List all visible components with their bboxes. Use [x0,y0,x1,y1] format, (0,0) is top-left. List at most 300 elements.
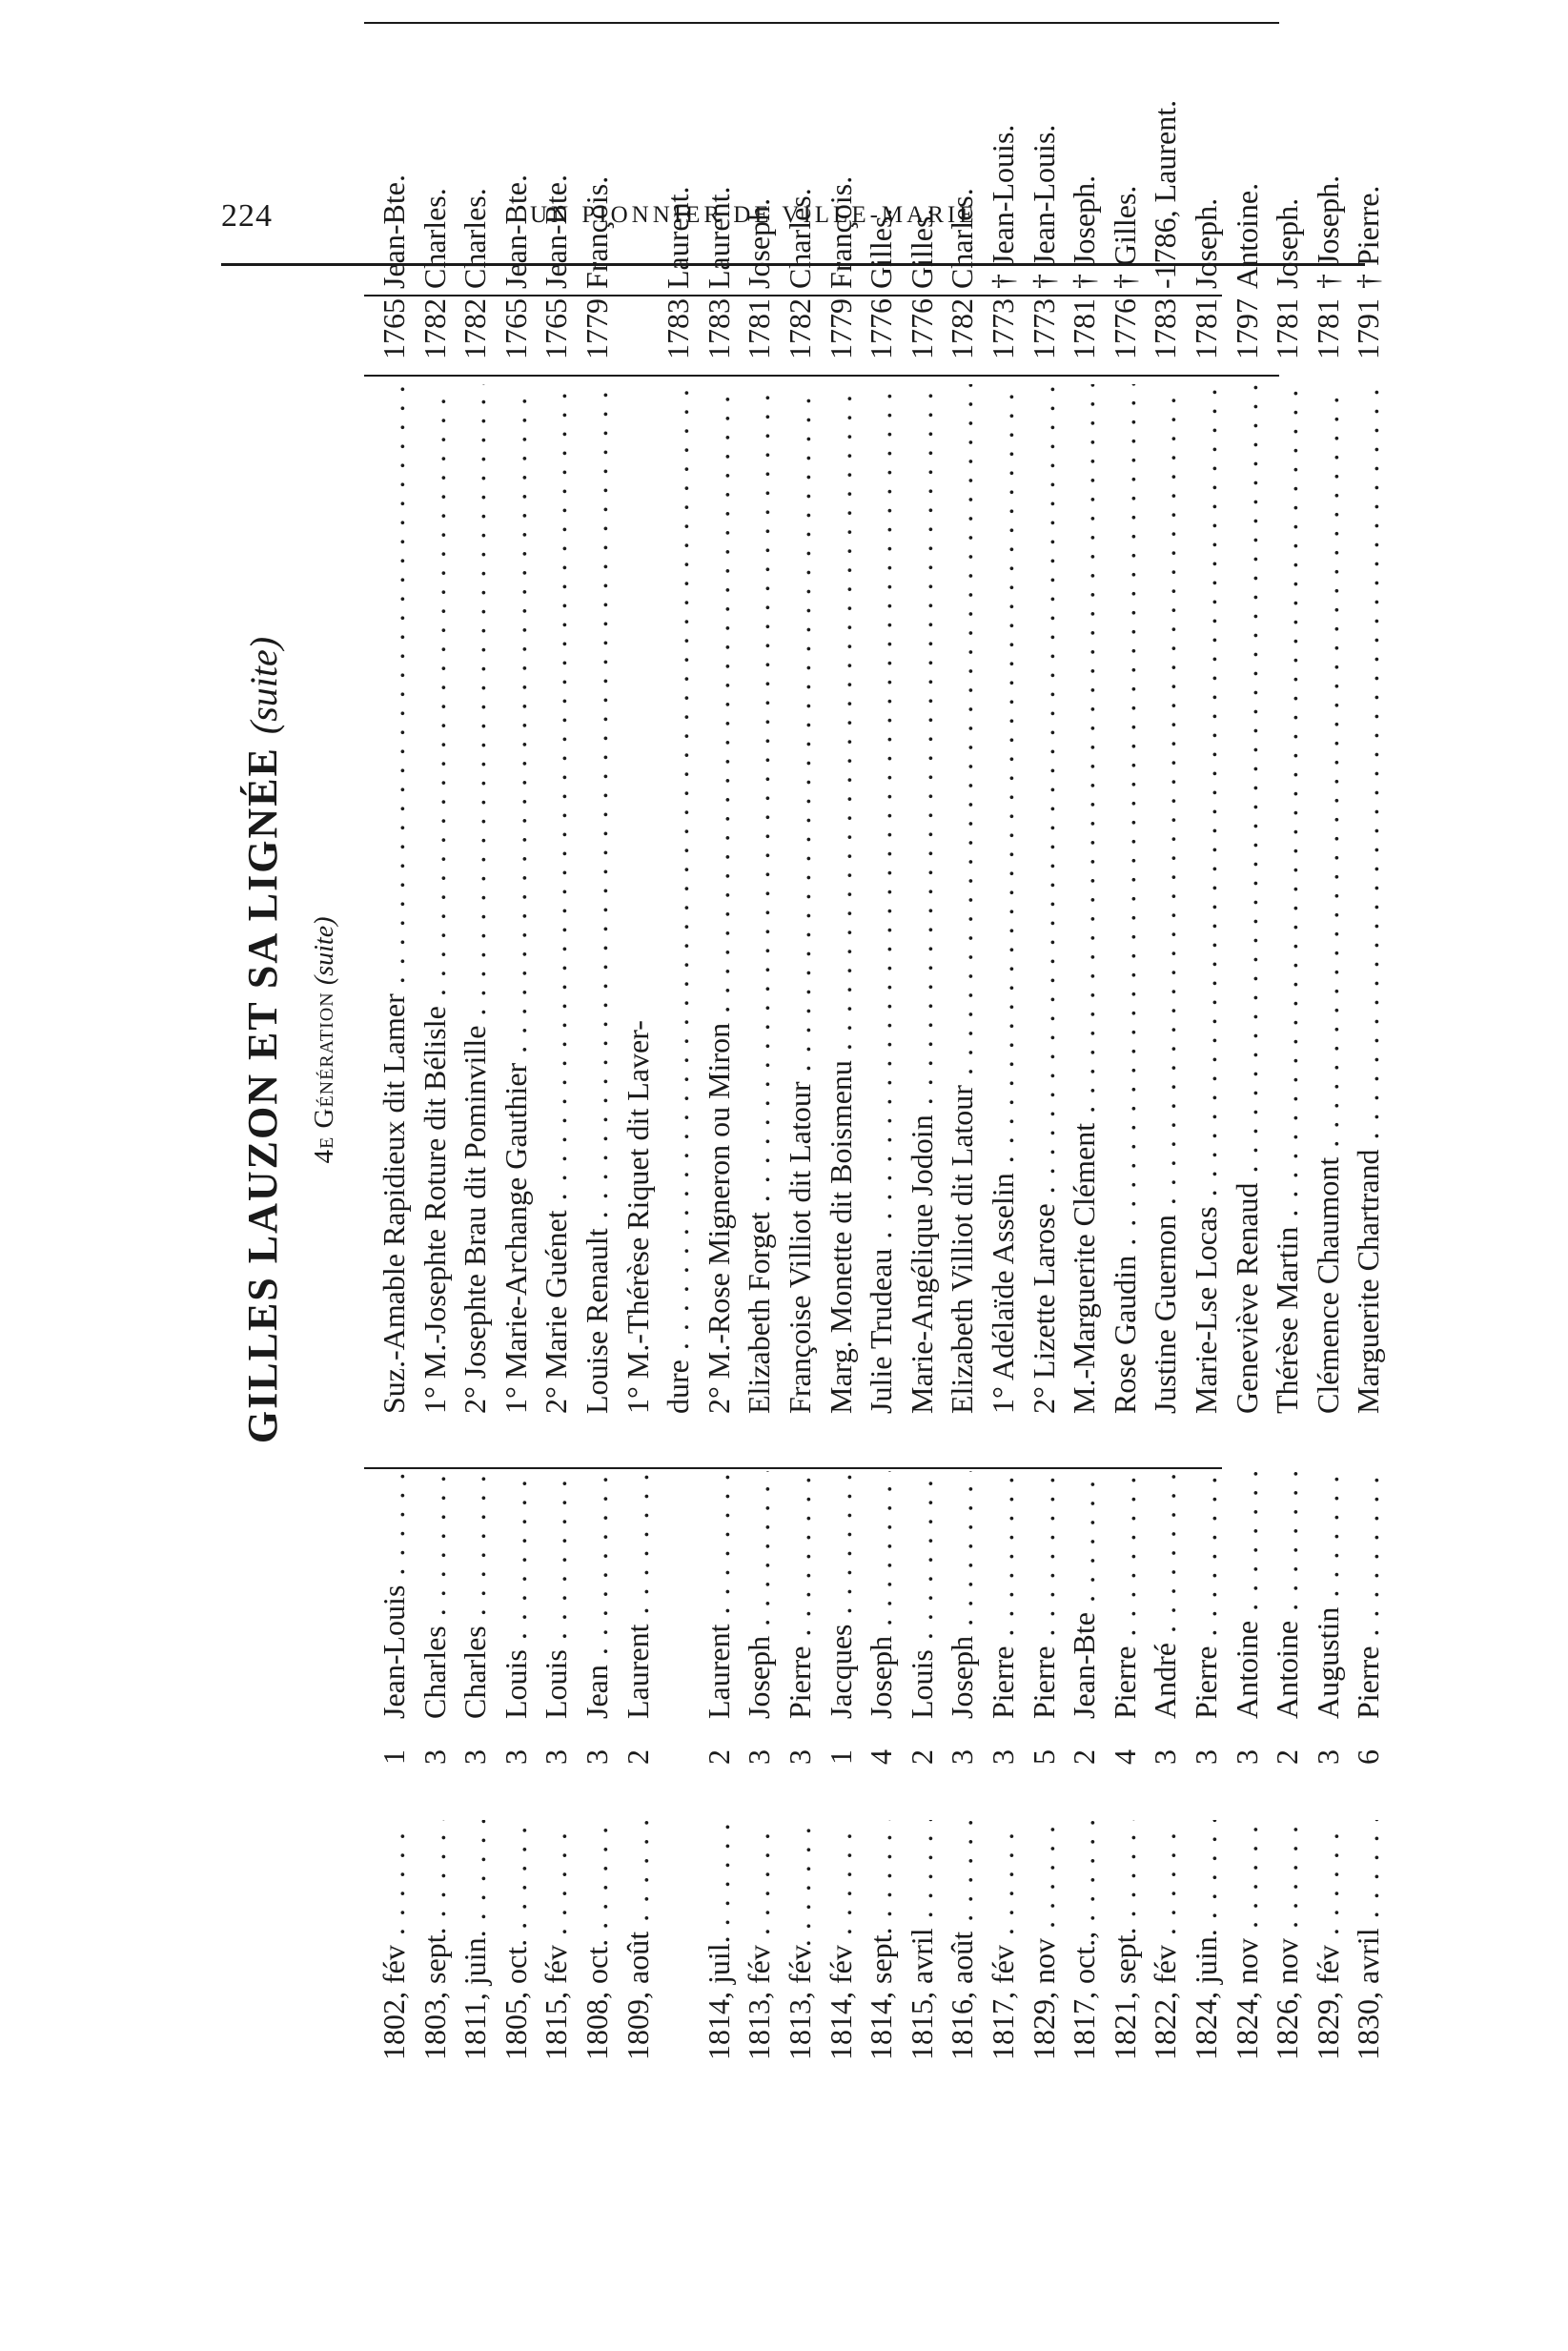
table-row [821,20,861,2060]
year-cell [496,296,536,375]
generation-label: 4e Génération [309,992,339,1164]
year-cell [1227,296,1267,375]
child-name-cell [1227,1471,1267,1719]
spouse-name-cell-text: Justine Guernon [1148,1215,1183,1414]
father-name-cell [618,20,658,289]
child-name-cell-text: Joseph [945,1635,980,1719]
date-cell [861,1820,901,2060]
number-cell [1105,1749,1145,1774]
father-name-cell-text: Jean-Bte. [498,174,533,289]
spouse-name-cell [739,384,779,1414]
table-row [1105,20,1145,2060]
spouse-name-cell-text: Elizabeth Villiot dit Latour [945,1085,980,1414]
year-cell-text: 1781 [742,298,777,359]
number-cell-text: 3 [945,1749,980,1765]
number-cell [455,1749,495,1774]
date-cell-text: 1815, fév [539,1945,574,2060]
year-cell-text: 1783 [1148,298,1183,359]
table-row [1348,20,1388,2060]
father-name-cell-text: Joseph. [742,197,777,289]
child-name-cell [374,1471,414,1719]
number-cell [374,1749,414,1774]
spouse-name-cell [1145,384,1185,1414]
child-name-cell-text: Louis [904,1649,939,1719]
child-name-cell-text: Jacques [823,1624,858,1719]
table-row [1227,20,1267,2060]
number-cell [1064,1749,1104,1774]
spouse-name-cell [1267,384,1307,1414]
date-cell [1186,1820,1226,2060]
child-name-cell [1145,1471,1185,1719]
date-cell [1267,1820,1307,2060]
date-cell-text: 1824, nov [1229,1938,1264,2060]
number-cell-text: 3 [742,1749,777,1765]
spouse-name-cell-text: Marg. Monette dit Boismenu [823,1060,858,1414]
date-cell [902,1820,942,2060]
child-name-cell [1186,1471,1226,1719]
year-cell [1145,296,1185,375]
date-cell [699,1820,739,2060]
table-row [983,20,1023,2060]
date-cell [577,1820,617,2060]
year-cell [374,296,414,375]
date-cell [942,1820,982,2060]
father-name-cell [821,20,861,289]
date-cell-text: 1803, sept. [417,1927,452,2060]
number-cell-text: 3 [1310,1749,1345,1765]
date-cell [374,1820,414,2060]
date-cell-text: 1815, avril [904,1928,939,2060]
spouse-name-cell-text: 1° M.-Thérèse Riquet dit Laver- [620,1020,655,1414]
year-cell [618,296,658,375]
year-cell [1348,296,1388,375]
year-cell-text: 1776 [1107,298,1142,359]
spouse-name-cell-text: 2° Marie Guénet [539,1210,574,1414]
number-cell-text: 4 [1107,1749,1142,1765]
father-name-cell-text: Laurent. [661,186,696,289]
child-name-cell-text: Laurent [701,1624,736,1719]
child-name-cell-text: Joseph [864,1635,899,1719]
spouse-name-cell [1105,384,1145,1414]
year-cell-text: 1765 [377,298,411,359]
spouse-name-cell-text: 2° M.-Rose Migneron ou Miron [701,1022,736,1414]
number-cell [699,1749,739,1774]
number-cell-text: 3 [498,1749,533,1765]
spouse-name-cell-text: Marie-Lse Locas [1189,1206,1223,1414]
year-cell [536,296,576,375]
date-cell [983,1820,1023,2060]
table-title [238,20,287,2060]
number-cell [496,1749,536,1774]
table-row [1267,20,1307,2060]
spouse-name-cell-text: 2° Lizette Larose [1026,1203,1061,1414]
father-name-cell [658,20,698,289]
date-cell-text: 1811, juin. [458,1930,493,2060]
year-cell-text: 1797 [1229,298,1264,359]
father-name-cell-text: Joseph. [1189,197,1223,289]
table-title-suffix: (suite) [242,636,285,735]
father-name-cell-text: Charles. [783,188,817,289]
year-cell [1024,296,1064,375]
year-cell-text: 1779 [823,298,858,359]
number-cell-text: 2 [1067,1749,1102,1765]
spouse-name-cell [902,384,942,1414]
father-name-cell-text: Jean-Bte. [539,174,574,289]
spouse-name-cell-text: Louise Renault [580,1228,614,1414]
child-name-cell [536,1471,576,1719]
child-name-cell [415,1471,455,1719]
year-cell-text: 1765 [498,298,533,359]
date-cell-text: 1802, fév [377,1945,411,2060]
table-row [942,20,982,2060]
date-cell [1227,1820,1267,2060]
father-name-cell-text: Gilles. [904,208,939,289]
table-row [1186,20,1226,2060]
year-cell-text: 1781 [1310,298,1345,359]
table-row [496,20,536,2060]
date-cell-text: 1814, juil. [701,1935,736,2060]
number-cell [739,1749,779,1774]
table-row [861,20,901,2060]
number-cell-text: 2 [620,1749,655,1765]
father-name-cell-text: François. [823,175,858,289]
number-cell [415,1749,455,1774]
spouse-name-cell-text: Marie-Angélique Jodoin [904,1114,939,1414]
spouse-name-cell [699,384,739,1414]
father-name-cell [942,20,982,289]
father-name-cell [415,20,455,289]
date-cell-text: 1816, août [945,1931,980,2060]
number-cell-text: 3 [986,1749,1020,1765]
year-cell-text: 1783 [701,298,736,359]
date-cell-text: 1829, nov [1026,1938,1061,2060]
father-name-cell-text: † Joseph. [1067,174,1102,289]
father-name-cell-text: † Jean-Louis. [986,124,1020,289]
number-cell-text: 6 [1351,1749,1386,1765]
spouse-name-cell [1348,384,1388,1414]
spouse-name-cell-text: 1° Adélaïde Asselin [986,1173,1020,1414]
table-row [374,20,414,2060]
number-cell-text: 3 [783,1749,817,1765]
father-name-cell-text: Charles. [417,188,452,289]
child-name-cell-text: Charles [458,1625,493,1719]
father-name-cell [1024,20,1064,289]
father-name-cell [902,20,942,289]
spouse-name-cell [1024,384,1064,1414]
number-cell-text: 3 [1148,1749,1183,1765]
date-cell [1145,1820,1185,2060]
date-cell-text: 1809, août [620,1931,655,2060]
child-name-cell [1267,1471,1307,1719]
year-cell [658,296,698,375]
number-cell-text: 3 [417,1749,452,1765]
child-name-cell [699,1471,739,1719]
year-cell [861,296,901,375]
spouse-name-cell [415,384,455,1414]
year-cell-text: 1781 [1189,298,1223,359]
spouse-name-cell-text: Thérèse Martin [1270,1226,1305,1414]
child-name-cell-text: Jean-Louis [377,1584,411,1719]
date-cell-text: 1814, fév [823,1945,858,2060]
father-name-cell [374,20,414,289]
date-cell-text: 1817, fév [986,1945,1020,2060]
date-cell-text: 1805, oct. [498,1938,533,2060]
year-cell [1186,296,1226,375]
table-row [1024,20,1064,2060]
date-cell-text: 1829, fév [1310,1945,1345,2060]
year-cell [821,296,861,375]
date-cell [536,1820,576,2060]
number-cell-text: 5 [1026,1749,1061,1765]
genealogy-table-rotated [221,20,1386,2060]
table-row [780,20,820,2060]
number-cell [1348,1749,1388,1774]
date-cell [1348,1820,1388,2060]
child-name-cell-text: Louis [498,1649,533,1719]
year-cell-text: 1781 [1270,298,1305,359]
number-cell [1308,1749,1348,1774]
father-name-cell [739,20,779,289]
running-title: UN PIONNIER DE VILLE-MARIE [530,202,978,228]
spouse-name-cell-text: Elizabeth Forget [742,1212,777,1414]
date-cell-text: 1830, avril [1351,1928,1386,2060]
spouse-name-cell-text: Julie Trudeau [864,1248,899,1414]
child-name-cell [496,1471,536,1719]
number-cell [983,1749,1023,1774]
year-cell-text: 1765 [539,298,574,359]
table-row [902,20,942,2060]
date-cell [1024,1820,1064,2060]
date-cell-text: 1822, fév [1148,1945,1183,2060]
year-cell [1105,296,1145,375]
father-name-cell-text: Gilles. [864,208,899,289]
child-name-cell [577,1471,617,1719]
number-cell-text: 1 [823,1749,858,1765]
spouse-name-cell [983,384,1023,1414]
number-cell [1267,1749,1307,1774]
child-name-cell [780,1471,820,1719]
spouse-name-cell [374,384,414,1414]
table-body [364,20,1386,2060]
number-cell-text: 4 [864,1749,899,1765]
father-name-cell-text: Charles. [945,188,980,289]
year-cell [699,296,739,375]
year-cell-text: 1783 [661,298,696,359]
date-cell [1308,1820,1348,2060]
year-cell [902,296,942,375]
father-name-cell [1267,20,1307,289]
table-row [577,20,617,2060]
spouse-name-cell [780,384,820,1414]
table-row [699,20,739,2060]
spouse-name-cell [1308,384,1348,1414]
child-name-cell-text: Jean-Bte [1067,1612,1102,1719]
father-name-cell-text: † Joseph. [1310,174,1345,289]
year-cell [942,296,982,375]
date-cell-text: 1808, oct. [580,1938,614,2060]
table-row [1145,20,1185,2060]
child-name-cell [902,1471,942,1719]
spouse-name-cell [658,384,698,1414]
date-cell [1064,1820,1104,2060]
table-row [739,20,779,2060]
father-name-cell [1227,20,1267,289]
spouse-name-cell [1227,384,1267,1414]
child-name-cell-text: André [1148,1643,1183,1719]
child-name-cell [983,1471,1023,1719]
number-cell [861,1749,901,1774]
number-cell [618,1749,658,1774]
spouse-name-cell [536,384,576,1414]
date-cell-text: 1821, sept. [1107,1927,1142,2060]
year-cell-text: 1782 [945,298,980,359]
number-cell [780,1749,820,1774]
father-name-cell [455,20,495,289]
child-name-cell-text: Charles [417,1625,452,1719]
father-name-cell [1308,20,1348,289]
number-cell-text: 3 [1189,1749,1223,1765]
number-cell-text: 3 [539,1749,574,1765]
number-cell-text: 3 [458,1749,493,1765]
spouse-name-cell [821,384,861,1414]
child-name-cell [658,1471,698,1719]
child-name-cell-text: Laurent [620,1624,655,1719]
year-cell-text: 1781 [1067,298,1102,359]
child-name-cell-text: Louis [539,1649,574,1719]
number-cell-text: 2 [904,1749,939,1765]
table-row [658,20,698,2060]
date-cell [415,1820,455,2060]
father-name-cell [496,20,536,289]
page-number: 224 [221,198,273,234]
child-name-cell [1348,1471,1388,1719]
table-row [618,20,658,2060]
date-cell [780,1820,820,2060]
spouse-name-cell-text: dure [661,1359,696,1414]
child-name-cell [618,1471,658,1719]
generation-heading [309,20,340,2060]
father-name-cell [780,20,820,289]
date-cell-text: 1814, sept. [864,1927,899,2060]
child-name-cell-text: Pierre [986,1646,1020,1719]
child-name-cell-text: Joseph [742,1635,777,1719]
father-name-cell [536,20,576,289]
child-name-cell-text: Augustin [1310,1606,1345,1719]
table-title-text: GILLES LAUZON ET SA LIGNÉE [239,746,286,1444]
number-cell-text: 2 [1270,1749,1305,1765]
spouse-name-cell-text: Geneviève Renaud [1229,1182,1264,1414]
number-cell [1024,1749,1064,1774]
number-cell [902,1749,942,1774]
spouse-name-cell-text: 1° Marie-Archange Gauthier [498,1062,533,1414]
father-name-cell [577,20,617,289]
number-cell [536,1749,576,1774]
child-name-cell-text: Jean [580,1665,614,1719]
year-cell-text: 1782 [417,298,452,359]
year-cell-text: 1773 [1026,298,1061,359]
year-cell-text: 1773 [986,298,1020,359]
date-cell [618,1820,658,2060]
date-cell-text: 1826, nov [1270,1938,1305,2060]
spouse-name-cell-text: 2° Josephte Brau dit Pominville [458,1025,493,1414]
child-name-cell-text: Antoine [1270,1620,1305,1719]
spouse-name-cell-text: Suz.-Amable Rapidieux dit Lamer [377,993,411,1414]
father-name-cell-text: † Gilles. [1107,185,1142,289]
date-cell-text: 1817, oct., [1067,1931,1102,2060]
spouse-name-cell-text: Françoise Villiot dit Latour [783,1081,817,1414]
child-name-cell [1308,1471,1348,1719]
spouse-name-cell-text: Clémence Chaumont [1310,1156,1345,1414]
date-cell-text: 1813, fév [742,1945,777,2060]
spouse-name-cell [496,384,536,1414]
child-name-cell-text: Pierre [1351,1646,1386,1719]
year-cell [415,296,455,375]
child-name-cell [1064,1471,1104,1719]
child-name-cell [1105,1471,1145,1719]
number-cell [821,1749,861,1774]
child-name-cell [455,1471,495,1719]
number-cell [942,1749,982,1774]
father-name-cell-text: Charles. [458,188,493,289]
number-cell-text: 2 [701,1749,736,1765]
father-name-cell-text: Jean-Bte. [377,174,411,289]
date-cell [455,1820,495,2060]
spouse-name-cell-text: 1° M.-Josephte Roture dit Bélisle [417,1006,452,1414]
spouse-name-cell [618,384,658,1414]
table-row [536,20,576,2060]
child-name-cell-text: Pierre [1107,1646,1142,1719]
year-cell [577,296,617,375]
spouse-name-cell-text: M.-Marguerite Clément [1067,1122,1102,1414]
father-name-cell [1348,20,1388,289]
year-cell [1308,296,1348,375]
date-cell [739,1820,779,2060]
year-cell [1267,296,1307,375]
number-cell [658,1749,698,1774]
year-cell [739,296,779,375]
spouse-name-cell [942,384,982,1414]
father-name-cell-text: † Jean-Louis. [1026,124,1061,289]
year-cell [983,296,1023,375]
father-name-cell [1064,20,1104,289]
child-name-cell [1024,1471,1064,1719]
spouse-name-cell [1064,384,1104,1414]
father-name-cell-text: François. [580,175,614,289]
child-name-cell [739,1471,779,1719]
date-cell [1105,1820,1145,2060]
year-cell-text: 1791 [1351,298,1386,359]
father-name-cell-text: Joseph. [1270,197,1305,289]
number-cell [1186,1749,1226,1774]
child-name-cell-text: Pierre [1026,1646,1061,1719]
spouse-name-cell [861,384,901,1414]
child-name-cell [942,1471,982,1719]
number-cell [577,1749,617,1774]
number-cell-text: 1 [377,1749,411,1765]
spouse-name-cell [455,384,495,1414]
father-name-cell [699,20,739,289]
father-name-cell [1186,20,1226,289]
father-name-cell-text: -1786, Laurent. [1148,99,1183,289]
child-name-cell [821,1471,861,1719]
generation-suffix: (suite) [310,916,339,986]
year-cell [780,296,820,375]
child-name-cell-text: Pierre [783,1646,817,1719]
spouse-name-cell [1186,384,1226,1414]
date-cell-text: 1813, fév. [783,1939,817,2060]
father-name-cell-text: Laurent. [701,186,736,289]
spouse-name-cell [577,384,617,1414]
